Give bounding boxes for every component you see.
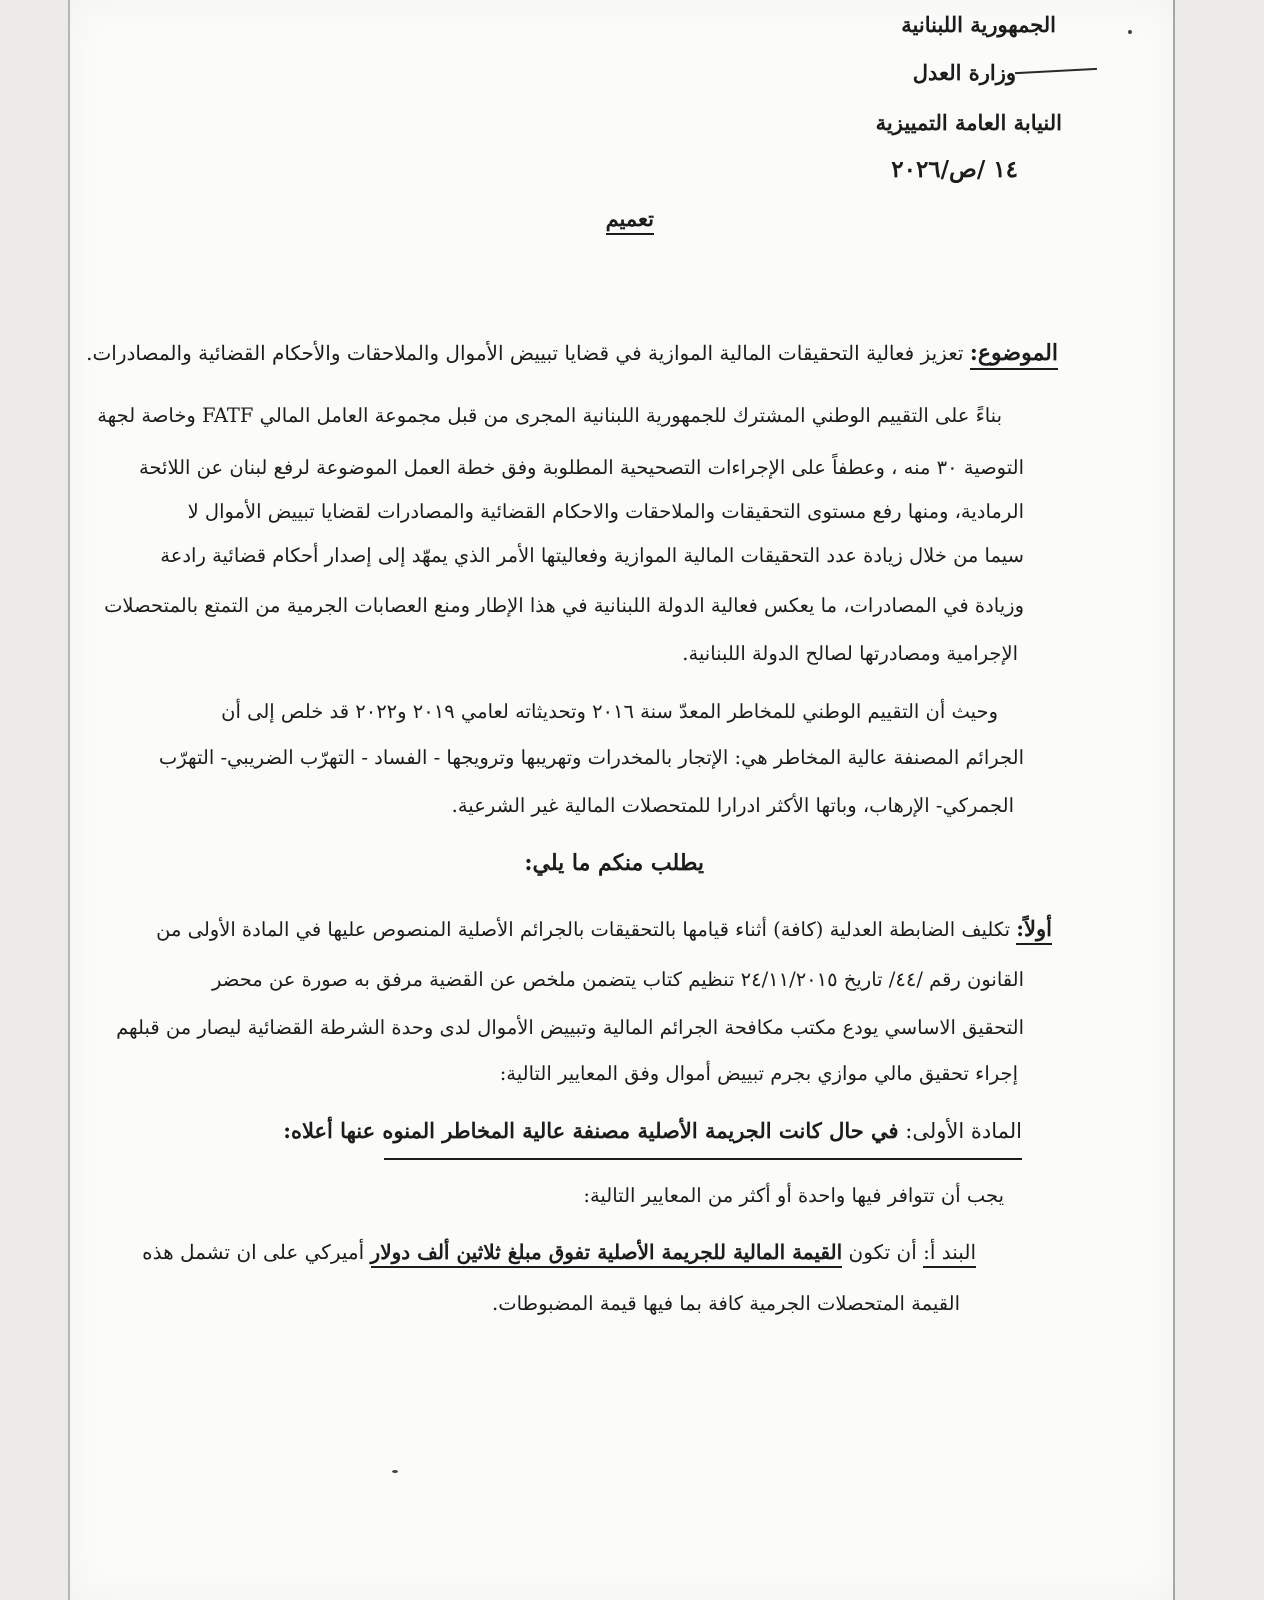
clause-a-label: البند أ:: [923, 1240, 976, 1268]
first-item-text: تكليف الضابطة العدلية (كافة) أثناء قيامها بالتحقيقات بالجرائم الأصلية المنصوص عليها في المادة الأولى من: [156, 918, 1011, 941]
subject-line: [86, 340, 1058, 366]
paragraph1-line: التوصية ٣٠ منه ، وعطفاً على الإجراءات التصحيحية المطلوبة وفق خطة العمل الموضوعة لرفع لبنان عن اللائحة: [139, 456, 1024, 479]
paragraph2-line: وحيث أن التقييم الوطني للمخاطر المعدّ سنة ٢٠١٦ وتحديثاته لعامي ٢٠١٩ و٢٠٢٢ قد خلص إلى أن: [221, 700, 998, 723]
first-item-line: إجراء تحقيق مالي موازي بجرم تبييض أموال وفق المعايير التالية:: [499, 1062, 1018, 1085]
first-item-label: أولاً:: [1016, 916, 1052, 945]
paragraph1-line: الرمادية، ومنها رفع مستوى التحقيقات والملاحقات والاحكام القضائية والمصادرات لقضايا تبييض الأموال لا: [187, 500, 1024, 523]
request-heading: يطلب منكم ما يلي:: [524, 850, 704, 876]
subject-label: الموضوع:: [970, 340, 1058, 370]
article1-label: المادة الأولى:: [905, 1119, 1022, 1143]
scan-speck: [392, 1470, 398, 1473]
paragraph1-line: وزيادة في المصادرات، ما يعكس فعالية الدولة اللبنانية في هذا الإطار ومنع العصابات الجرمية من التمتع بالمتحصلات: [104, 594, 1024, 617]
header-ministry: وزارة العدل: [912, 60, 1016, 85]
header-republic: الجمهورية اللبنانية: [901, 12, 1056, 37]
article1-underline: [384, 1158, 1022, 1160]
header-reference-number: ١٤ /ص/٢٠٢٦: [891, 156, 1018, 183]
scan-speck: [1128, 30, 1132, 34]
paragraph2-line: الجرائم المصنفة عالية المخاطر هي: الإتجار بالمخدرات وتهريبها وترويجها - الفساد - التهرّب الضريبي- التهرّب: [158, 746, 1024, 769]
paragraph1-line: الإجرامية ومصادرتها لصالح الدولة اللبنانية.: [682, 642, 1018, 665]
paragraph1-line: سيما من خلال زيادة عدد التحقيقات المالية الموازية وفعاليتها الأمر الذي يمهّد إلى إصدار أحكام قضائية رادعة: [160, 544, 1024, 567]
document-title: تعميم: [606, 206, 654, 235]
first-item-line: [156, 916, 1052, 941]
clause-a-line2: القيمة المتحصلات الجرمية كافة بما فيها قيمة المضبوطات.: [492, 1292, 960, 1315]
first-item-line: التحقيق الاساسي يودع مكتب مكافحة الجرائم المالية وتبييض الأموال لدى وحدة الشرطة القضائية ليصار من قبلهم: [116, 1016, 1024, 1039]
clause-a-emphasis: القيمة المالية للجريمة الأصلية تفوق مبلغ ثلاثين ألف دولار: [371, 1240, 843, 1268]
subject-text: تعزيز فعالية التحقيقات المالية الموازية في قضايا تبييض الأموال والملاحقات والأحكام القضائية والمصادرات.: [86, 341, 964, 365]
clause-a-suffix: أميركي على ان تشمل هذه: [142, 1240, 365, 1264]
article1-line: [283, 1118, 1022, 1143]
clause-a-prefix: أن تكون: [848, 1240, 917, 1264]
clause-a-line: [142, 1240, 976, 1264]
paragraph2-line: الجمركي- الإرهاب، وباتها الأكثر ادرارا للمتحصلات المالية غير الشرعية.: [451, 794, 1014, 817]
header-prosecution: النيابة العامة التمييزية: [875, 110, 1062, 135]
criteria-intro: يجب أن تتوافر فيها واحدة أو أكثر من المعايير التالية:: [583, 1184, 1004, 1207]
paragraph1-line: بناءً على التقييم الوطني المشترك للجمهورية اللبنانية المجرى من قبل مجموعة العامل المالي FATF وخاصة لجهة: [97, 404, 1002, 427]
first-item-line: القانون رقم /٤٤/ تاريخ ٢٤/١١/٢٠١٥ تنظيم كتاب يتضمن ملخص عن القضية مرفق به صورة عن محضر: [212, 968, 1024, 991]
article1-text: في حال كانت الجريمة الأصلية مصنفة عالية المخاطر المنوه عنها أعلاه:: [283, 1118, 899, 1143]
